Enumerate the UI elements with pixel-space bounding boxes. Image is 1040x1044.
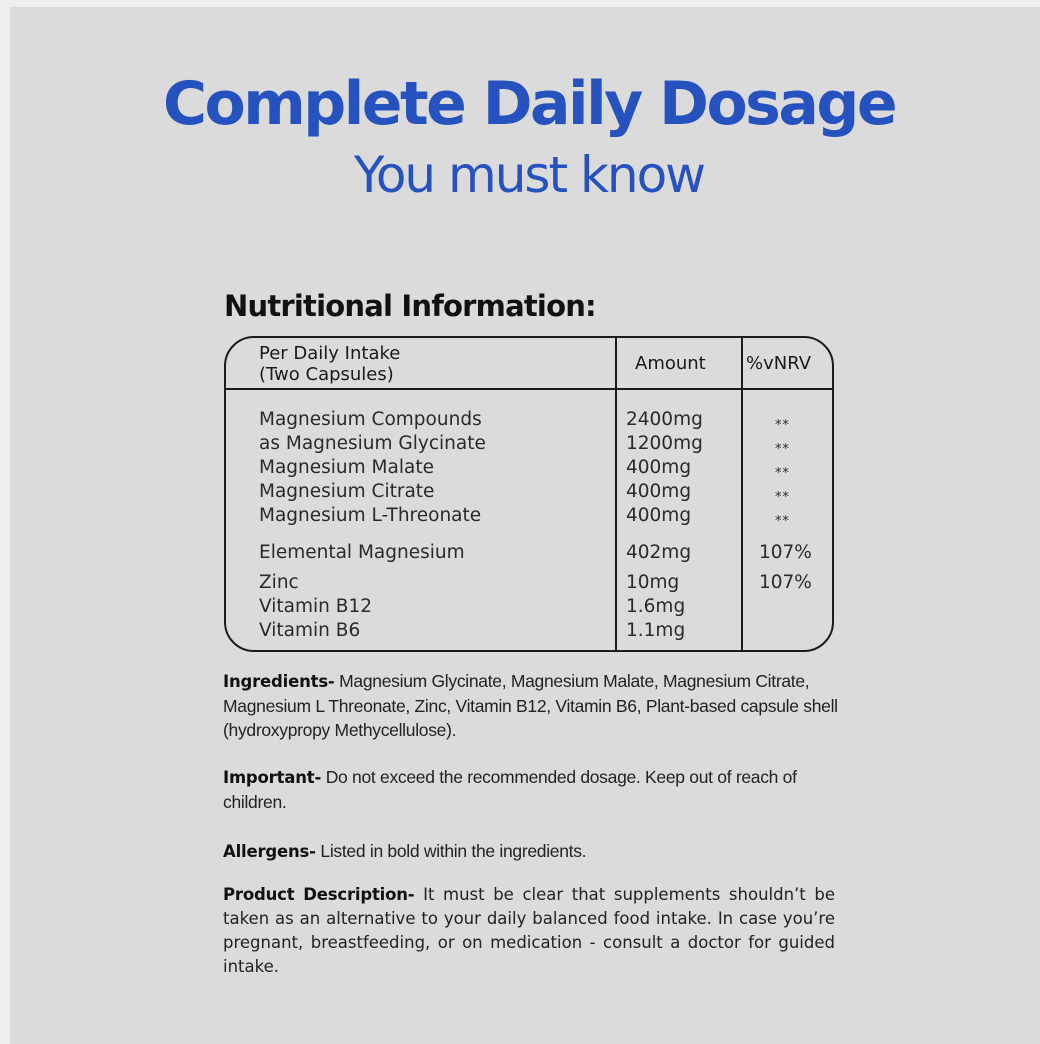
column-divider xyxy=(615,338,617,650)
row-amount: 400mg xyxy=(626,481,692,502)
allergens-label: Allergens- xyxy=(223,842,316,861)
row-nrv: ** xyxy=(775,418,790,433)
column-divider xyxy=(741,338,743,650)
description-section xyxy=(223,883,835,979)
row-amount: 1.6mg xyxy=(626,596,686,617)
row-name: Magnesium Malate xyxy=(259,457,434,478)
row-name: as Magnesium Glycinate xyxy=(259,433,486,454)
row-name: Magnesium L-Threonate xyxy=(259,505,482,526)
important-section xyxy=(223,765,841,814)
row-nrv: ** xyxy=(775,466,790,481)
row-nrv: ** xyxy=(775,442,790,457)
header-intake-line2: (Two Capsules) xyxy=(259,364,394,385)
page-title: Complete Daily Dosage xyxy=(162,69,896,139)
row-amount: 402mg xyxy=(626,542,692,563)
nutrition-table xyxy=(224,336,834,652)
header-nrv: %vNRV xyxy=(746,353,812,374)
important-text: Do not exceed the recommended dosage. Keep out of reach of children. xyxy=(223,767,797,812)
description-text: It must be clear that supplements shouldn’t be taken as an alternative to your daily balanced food intake. In case you’re pregnant, breastfeeding, or on medication - consult a doctor for guided intake. xyxy=(223,885,835,976)
row-name: Elemental Magnesium xyxy=(259,542,465,563)
allergens-section xyxy=(223,839,841,864)
row-name: Magnesium Compounds xyxy=(259,409,482,430)
row-nrv: ** xyxy=(775,490,790,505)
row-name: Zinc xyxy=(259,572,299,593)
row-amount: 1200mg xyxy=(626,433,703,454)
header-divider xyxy=(226,388,832,390)
row-amount: 400mg xyxy=(626,505,692,526)
row-name: Vitamin B12 xyxy=(259,596,372,617)
row-amount: 400mg xyxy=(626,457,692,478)
important-label: Important- xyxy=(223,768,322,787)
ingredients-text: Magnesium Glycinate, Magnesium Malate, Magnesium Citrate, Magnesium L Threonate, Zinc, Vitamin B12, Vitamin B6, Plant-based capsule shell (hydroxypropy Methycellulose). xyxy=(223,671,838,740)
header-intake xyxy=(259,343,400,385)
row-nrv: ** xyxy=(775,514,790,529)
header-amount: Amount xyxy=(635,353,706,374)
header-intake-line1: Per Daily Intake xyxy=(259,343,401,364)
row-nrv: 107% xyxy=(759,572,812,593)
allergens-text: Listed in bold within the ingredients. xyxy=(320,841,587,861)
ingredients-label: Ingredients- xyxy=(223,672,335,691)
row-amount: 2400mg xyxy=(626,409,703,430)
row-nrv: 107% xyxy=(759,542,812,563)
page-subtitle: You must know xyxy=(353,146,705,204)
description-label: Product Description- xyxy=(223,885,415,904)
row-amount: 10mg xyxy=(626,572,680,593)
ingredients-section xyxy=(223,669,841,742)
nutrition-heading: Nutritional Information: xyxy=(224,289,596,323)
row-name: Vitamin B6 xyxy=(259,620,361,641)
row-amount: 1.1mg xyxy=(626,620,686,641)
row-name: Magnesium Citrate xyxy=(259,481,435,502)
